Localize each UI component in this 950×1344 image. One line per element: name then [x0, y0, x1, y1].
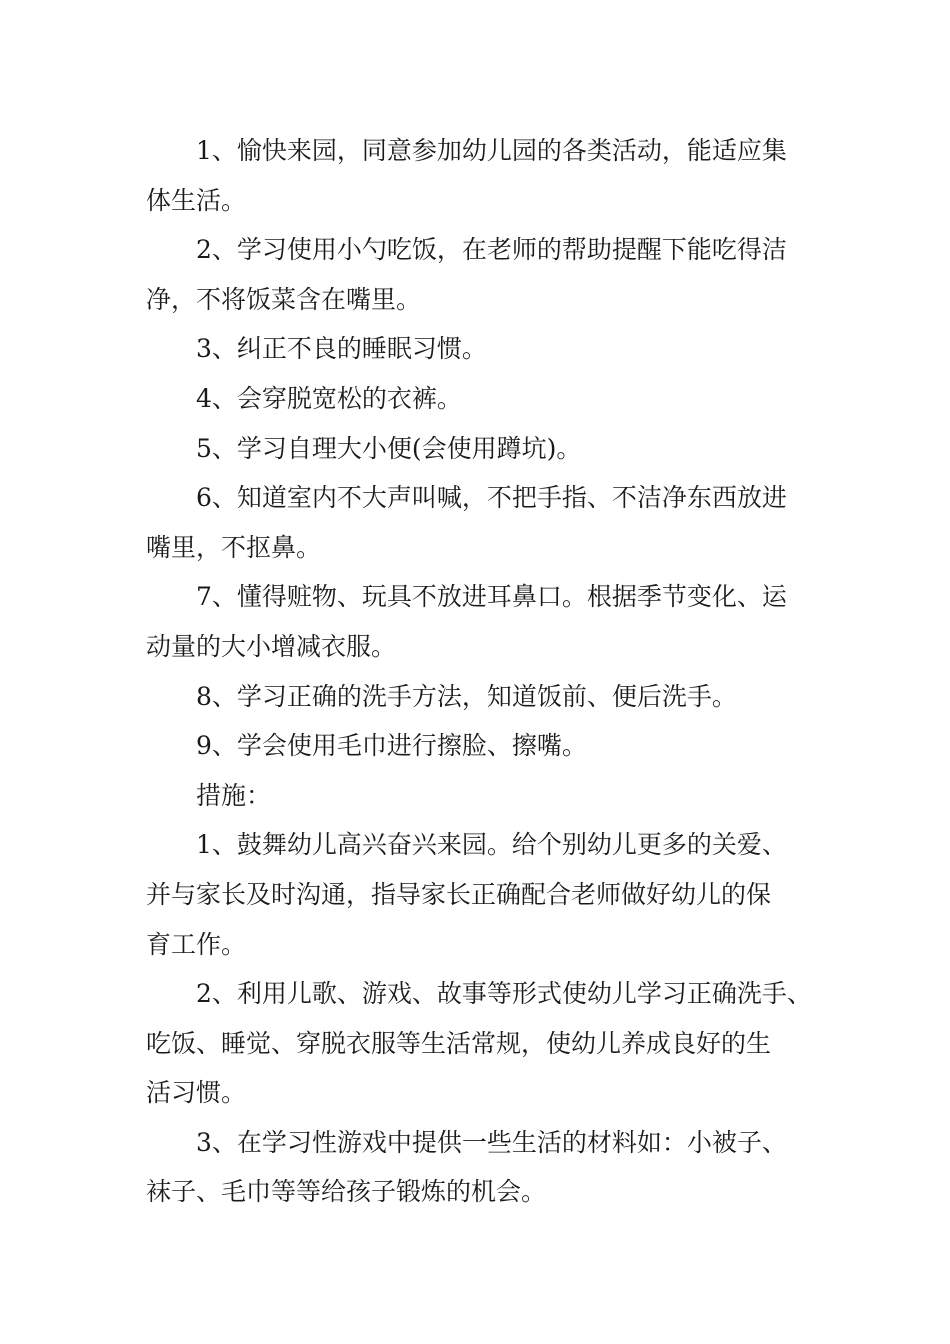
document-body — [146, 126, 812, 1217]
paragraph-goal-7: 7、懂得赃物、玩具不放进耳鼻口。根据季节变化、运 动量的大小增减衣服。 — [146, 582, 787, 661]
paragraph-goal-8: 8、学习正确的洗手方法，知道饭前、便后洗手。 — [196, 681, 737, 711]
paragraph-goal-6: 6、知道室内不大声叫喊，不把手指、不洁净东西放进 嘴里，不抠鼻。 — [146, 483, 787, 562]
paragraph-measure-1: 1、鼓舞幼儿高兴奋兴来园。给个别幼儿更多的关爱、 并与家长及时沟通，指导家长正确配合老师做好幼儿的保 育工作。 — [146, 830, 787, 959]
paragraph-goal-5: 5、学习自理大小便(会使用蹲坑)。 — [196, 433, 582, 463]
paragraph-goal-4: 4、会穿脱宽松的衣裤。 — [196, 383, 462, 413]
measures-heading: 措施： — [196, 780, 272, 810]
paragraph-goal-2: 2、学习使用小勺吃饭，在老师的帮助提醒下能吃得洁 净，不将饭菜含在嘴里。 — [146, 235, 787, 314]
paragraph-goal-9: 9、学会使用毛巾进行擦脸、擦嘴。 — [196, 731, 587, 761]
paragraph-measure-2: 2、利用儿歌、游戏、故事等形式使幼儿学习正确洗手、 吃饭、睡觉、穿脱衣服等生活常规，使幼儿养成良好的生 活习惯。 — [146, 979, 812, 1108]
paragraph-goal-1: 1、愉快来园，同意参加幼儿园的各类活动，能适应集 体生活。 — [146, 136, 787, 215]
paragraph-measure-3: 3、在学习性游戏中提供一些生活的材料如：小被子、 袜子、毛巾等等给孩子锻炼的机会。 — [146, 1127, 787, 1207]
paragraph-goal-3: 3、纠正不良的睡眠习惯。 — [196, 334, 487, 364]
